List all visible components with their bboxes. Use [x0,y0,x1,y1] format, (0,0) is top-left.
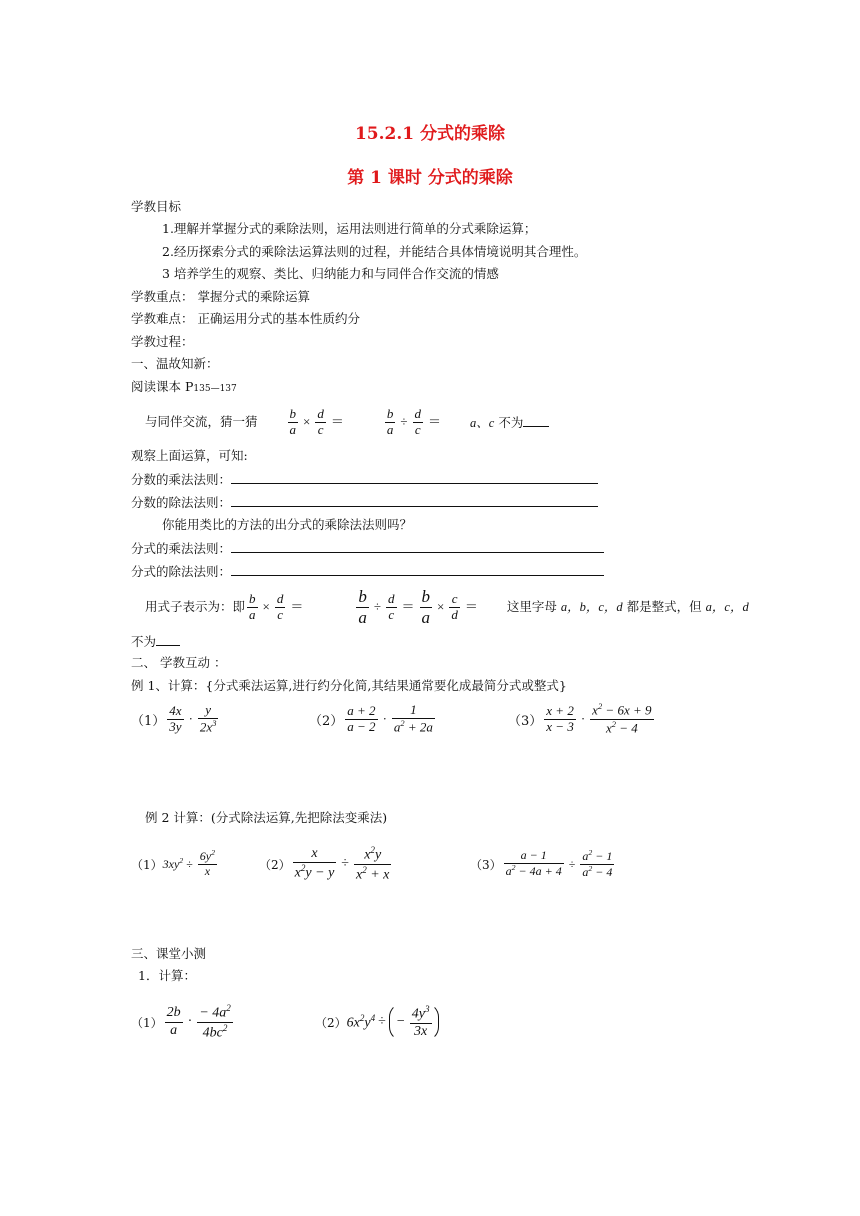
guess-formula-div: $\frac{b}{a}$ ÷ $\frac{d}{c}$ ＝ [386,405,442,437]
quiz-problem-1: （1） $\frac{2b}{a}$ · $\frac{- 4a^2}{4bc^2}$ [131,1002,231,1041]
frac-mul-rule-row: 分式的乘法法则： [131,540,604,557]
guess-row [145,404,549,440]
formula-row: 用式子表示为：即 $\frac{b}{a}$ × $\frac{d}{c}$ ＝ $\frac{b}{a}$ ÷ $\frac{d}{c}$ ＝ $\frac{b}{a}$ × $\frac{c}{d}$ ＝ 这里字母 a，b，c，d 都是整式，但 a，c，d [145,586,749,627]
read-textbook: 阅读课本 P135—137 [131,379,237,394]
key-point: 学教重点： 掌握分式的乘除运算 [131,289,310,304]
goals-heading: 学教目标 [131,199,182,214]
ex1-problem-1: （1） $\frac{4x}{3y}$ · $\frac{y}{2x^3}$ [131,701,217,735]
difficulty: 学教难点： 正确运用分式的基本性质约分 [131,311,360,326]
guess-formula-mul: $\frac{b}{a}$ × $\frac{d}{c}$ ＝ [289,405,344,437]
formula-div: $\frac{b}{a}$ ÷ $\frac{d}{c}$ ＝ $\frac{b}{a}$ × $\frac{c}{d}$ ＝ [358,586,478,627]
process-heading: 学教过程： [131,334,194,349]
section-3-heading: 三、课堂小测 [131,946,207,961]
title-main: 15.2.1 分式的乘除 [354,124,506,144]
analogy-question: 你能用类比的方法的出分式的乘除法法则吗？ [162,517,413,532]
section-2-heading: 二、 学教互动 ： [131,655,227,670]
ex1-problem-2: （2） $\frac{a + 2}{a - 2}$ · $\frac{1}{a^2 + 2a}$ [309,701,433,735]
guess-condition: a、c 不为 [470,414,549,431]
formula-mul: $\frac{b}{a}$ × $\frac{d}{c}$ ＝ [249,590,304,622]
num-mul-rule-row: 分数的乘法法则： [131,471,598,488]
goal-item-3: 3 培养学生的观察、类比、归纳能力和与同伴合作交流的情感 [162,266,499,281]
formula-not-row: 不为 [131,633,180,650]
quiz-1-heading: 1．计算： [138,968,196,983]
ex1-problem-3: （3） $\frac{x + 2}{x - 3}$ · $\frac{x^2 - 6x + 9}{x^2 - 4}$ [508,701,652,735]
example-1-heading: 例 1、计算：{分式乘法运算,进行约分化简,其结果通常要化成最简分式或整式} [131,678,567,693]
ex2-problem-1: （1） $3xy^2$ ÷ $\frac{6y^2}{x}$ [131,848,216,878]
num-div-rule-row: 分数的除法法则： [131,494,598,511]
example-2-heading: 例 2 计算：(分式除法运算,先把除法变乘法) [145,810,388,825]
formula-condition: 这里字母 a，b，c，d 都是整式，但 a，c，d [506,599,749,614]
section-1-heading: 一、温故知新： [131,356,219,371]
goal-item-1: 1.理解并掌握分式的乘除法则，运用法则进行简单的分式乘除运算； [162,221,537,236]
ex2-problem-3: （3） $\frac{a - 1}{a^2 - 4a + 4}$ ÷ $\frac{a^2 - 1}{a^2 - 4}$ [470,847,613,879]
goal-item-2: 2.经历探索分式的乘除法运算法则的过程，并能结合具体情境说明其合理性。 [162,244,587,259]
frac-div-rule-row: 分式的除法法则： [131,563,604,580]
quiz-problem-2: （2） $6x^2y^4$ ÷ − $\frac{4y^3}{3x}$ [315,996,439,1048]
title-lesson: 第 1 课时 分式的乘除 [347,168,513,188]
observe-text: 观察上面运算，可知: [131,448,248,463]
guess-text: 与同伴交流，猜一猜 [145,414,258,429]
ex2-problem-2: （2） $\frac{x}{x^2y - y}$ ÷ $\frac{x^2y}{x^2 + x}$ [259,844,390,883]
